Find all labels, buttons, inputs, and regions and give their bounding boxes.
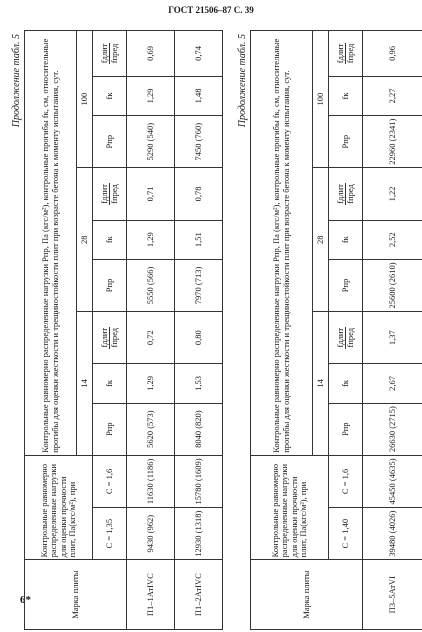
ratio-numerator: fдлит	[98, 327, 109, 348]
p14-cell: 8040 (820)	[175, 403, 223, 455]
table-row	[127, 31, 175, 630]
f28-cell: 1,29	[127, 220, 175, 259]
c1-cell: 12930 (1318)	[175, 508, 223, 560]
p14-cell: 26630 (2715)	[363, 403, 422, 455]
p28-cell: 5550 (566)	[127, 259, 175, 311]
f14-cell: 1,53	[175, 364, 223, 403]
p100-cell: 22960 (2341)	[363, 116, 422, 168]
load-table	[250, 30, 422, 630]
age-100-header: 100	[313, 31, 329, 168]
ratio-header	[329, 312, 363, 364]
age-14-header: 14	[313, 312, 329, 456]
ratio-header	[329, 168, 363, 220]
p-header: Рпр	[329, 403, 363, 455]
r14-cell: 0,80	[175, 312, 223, 364]
ratio-numerator: fдлит	[334, 327, 345, 348]
age-14-header: 14	[77, 312, 93, 456]
ratio-denominator: fпред	[109, 43, 119, 64]
ratio-numerator: fдлит	[334, 184, 345, 204]
p100-cell: 7450 (760)	[175, 116, 223, 168]
ratio-denominator: fпред	[109, 327, 119, 348]
p28-cell: 25600 (2610)	[363, 259, 422, 311]
p-header: Рпр	[93, 403, 127, 455]
f-header: fк	[329, 364, 363, 403]
table-caption: Продолжение табл. 5	[11, 34, 22, 128]
r14-cell: 1,37	[363, 312, 422, 364]
f100-cell: 1,48	[175, 76, 223, 115]
brand-cell: П1–2АтIVС	[175, 560, 223, 630]
r100-cell: 0,74	[175, 31, 223, 77]
c1-header: С = 1,40	[329, 508, 363, 560]
f14-cell: 1,29	[127, 364, 175, 403]
c2-cell: 11630 (1186)	[127, 455, 175, 507]
r28-cell: 0,71	[127, 168, 175, 220]
group-header: Контрольные равномерно распределенные нагрузки Рпр, Па (кгс/м²), контрольные прогибы fк, см, относительные прогибы для оценки жесткости и трещиностойкости плит при возрасте бетона к моменту испытания, сут.	[25, 31, 77, 456]
ratio-header	[93, 312, 127, 364]
c1-cell: 9430 (962)	[127, 508, 175, 560]
f100-cell: 1,29	[127, 76, 175, 115]
table-continuation-bottom	[10, 30, 226, 630]
ratio-denominator: fпред	[109, 184, 119, 204]
c2-cell: 45450 (4635)	[363, 455, 422, 507]
page-header: ГОСТ 21506–87 С. 39	[168, 5, 254, 15]
r100-cell: 0,69	[127, 31, 175, 77]
ratio-header	[329, 31, 363, 77]
p-header: Рпр	[329, 259, 363, 311]
brand-header: Марка плиты	[251, 560, 363, 630]
p-header: Рпр	[329, 116, 363, 168]
c2-header: С = 1,6	[93, 455, 127, 507]
brand-cell: П1–1АтIVС	[127, 560, 175, 630]
f28-cell: 1,51	[175, 220, 223, 259]
ratio-numerator: fдлит	[334, 43, 345, 64]
c1-cell: 39480 (4026)	[363, 508, 422, 560]
brand-cell: П3–5АтVI	[363, 560, 422, 630]
control-load-header: Контрольные равномерно распределенные нагрузки для оценки прочности плит, Па(кгс/м²), при	[25, 455, 93, 560]
ratio-denominator: fпред	[345, 184, 355, 204]
f-header: fк	[93, 364, 127, 403]
c2-cell: 15780 (1609)	[175, 455, 223, 507]
p-header: Рпр	[93, 259, 127, 311]
ratio-numerator: fдлит	[98, 184, 109, 204]
r28-cell: 1,22	[363, 168, 422, 220]
ratio-header	[93, 168, 127, 220]
f-header: fк	[329, 76, 363, 115]
age-28-header: 28	[313, 168, 329, 312]
f-header: fк	[329, 220, 363, 259]
f-header: fк	[93, 76, 127, 115]
page-mark: 6*	[20, 594, 31, 606]
group-header: Контрольные равномерно распределенные нагрузки Рпр, Па (кгс/м²), контрольные прогибы fк, см, относительные прогибы для оценки жесткости и трещиностойкости плит при возрасте бетона к моменту испытания, сут.	[251, 31, 313, 456]
f-header: fк	[93, 220, 127, 259]
f100-cell: 2,27	[363, 76, 422, 115]
table-continuation-top	[236, 30, 422, 630]
ratio-header	[93, 31, 127, 77]
f14-cell: 2,67	[363, 364, 422, 403]
p100-cell: 5290 (540)	[127, 116, 175, 168]
r100-cell: 0,96	[363, 31, 422, 77]
table-row	[363, 31, 422, 630]
f28-cell: 2,52	[363, 220, 422, 259]
c2-header: С = 1,6	[329, 455, 363, 507]
r28-cell: 0,78	[175, 168, 223, 220]
age-100-header: 100	[77, 31, 93, 168]
c1-header: С = 1,35	[93, 508, 127, 560]
table-caption: Продолжение табл. 5	[237, 34, 248, 128]
age-28-header: 28	[77, 168, 93, 312]
load-table	[24, 30, 223, 630]
ratio-denominator: fпред	[345, 327, 355, 348]
r14-cell: 0,72	[127, 312, 175, 364]
p14-cell: 5620 (573)	[127, 403, 175, 455]
table-row	[175, 31, 223, 630]
brand-header: Марка плиты	[25, 560, 127, 630]
control-load-header: Контрольные равномерно распределенные нагрузки для оценки прочности плит, Па(кгс/м²), при	[251, 455, 329, 560]
ratio-numerator: fдлит	[98, 43, 109, 64]
p28-cell: 7970 (713)	[175, 259, 223, 311]
ratio-denominator: fпред	[345, 43, 355, 64]
p-header: Рпр	[93, 116, 127, 168]
